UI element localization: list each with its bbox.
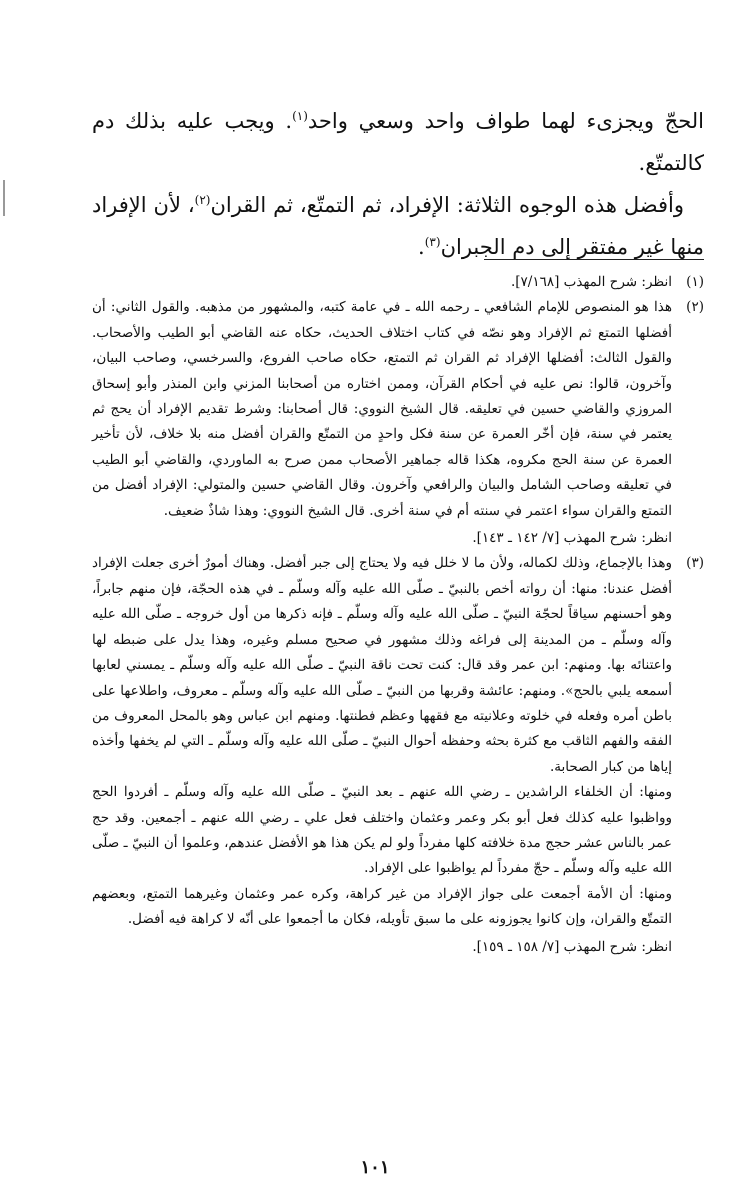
footnote-1 xyxy=(92,270,704,295)
footnote-ref-3[interactable]: (٣) xyxy=(424,235,441,249)
footnote-text: انظر: شرح المهذب [٧/١٦٨]. xyxy=(510,274,672,290)
footnote-source: انظر: شرح المهذب [٧/ ١٤٢ ـ ١٤٣]. xyxy=(472,530,672,547)
footnotes xyxy=(92,270,704,960)
footnote-separator xyxy=(484,259,704,260)
footnote-source: انظر: شرح المهذب [٧/ ١٥٨ ـ ١٥٩]. xyxy=(472,938,672,955)
main-text xyxy=(92,100,704,268)
footnote-3 xyxy=(92,551,704,960)
main-paragraph-2: وأفضل هذه الوجوه الثلاثة: الإفراد، ثم التمتّع، ثم القران$^{(٢)}$، لأن الإفراد منها غير مفتقر إلى دم الجبران$^{(٣)}$. xyxy=(92,193,704,259)
main-paragraph-1: الحجّ ويجزىء لهما طواف واحد وسعي واحد$^{(١)}$. ويجب عليه بذلك دم كالتمتّع. xyxy=(92,109,705,175)
footnote-2 xyxy=(92,295,704,551)
footnote-number: (١) xyxy=(686,274,704,290)
page-number: ١٠١ xyxy=(360,1157,390,1178)
footnote-number: (٢) xyxy=(686,299,704,316)
footnote-text: وهذا بالإجماع، وذلك لكماله، ولأن ما لا خلل فيه ولا يحتاج إلى جبر أفضل. وهناك أمورٌ أخرى جعلت الإفراد أفضل عندنا: منها: أن رواته أخص بالنبيّ ـ صلّى الله عليه وآله وسلّم ـ في هذه الحجّة، فإن منهم جابراً، وهو أحسنهم سياقاً لحجّة النبيّ ـ صلّى الله عليه وآله وسلّم ـ فإنه ذكرها من أول خروجه ـ صلّى الله عليه وآله وسلّم ـ من المدينة إلى فراغه وذلك مشهور في صحيح مسلم وغيره، وهذا يدل على ضبطه لها واعتنائه بها. ومنهم: ابن عمر وقد قال: كنت تحت ناقة النبيّ ـ صلّى الله عليه وآله وسلّم ـ يمسني لعابها أسمعه يلبي بالحج». ومنهم: عائشة وقربها من النبيّ ـ صلّى الله عليه وآله وسلّم ـ معروف، واطلاعها على باطن أمره وفعله في خلوته وعلانيته مع فقهها وعظم فطنتها. ومنهم ابن عباس وهو بالمحل المعروف من الفقه والفهم الثاقب مع كثرة بحثه وحفظه أحوال النبيّ ـ صلّى الله عليه وآله وسلّم ـ التي لم يخفها وأخذه إياها من كبار الصحابة. xyxy=(92,555,672,775)
scan-margin-mark xyxy=(3,180,5,216)
footnote-text: ومنها: أن الخلفاء الراشدين ـ رضي الله عنهم ـ بعد النبيّ ـ صلّى الله عليه وآله وسلّم ـ أفردوا الحج وواظبوا عليه كذلك فعل أبو بكر وعمر وعثمان واختلف فعل علي ـ رضي الله عنهم ـ أجمعين. وقد حج عمر بالناس عشر حجج مدة خلافته كلها مفرداً ولو لم يكن هذا هو الأفضل عندهم، وعلموا أن النبيّ ـ صلّى الله عليه وآله وسلّم ـ حجّ مفرداً لم يواظبوا على الإفراد. xyxy=(92,784,672,877)
footnote-number: (٣) xyxy=(686,555,704,572)
footnote-ref-2[interactable]: (٢) xyxy=(194,193,211,207)
footnote-text: ومنها: أن الأمة أجمعت على جواز الإفراد من غير كراهة، وكره عمر وعثمان وغيرهما التمتع، وبعضهم التمتّع والقران، وإن كانوا يجوزونه على ما سبق تأويله، فكان ما أجمعوا على أنّه لا كراهة فيه أفضل. xyxy=(92,885,672,928)
footnote-text: هذا هو المنصوص للإمام الشافعي ـ رحمه الله ـ في عامة كتبه، والمشهور من مذهبه. والقول الثاني: أن أفضلها التمتع ثم الإفراد وهو نصّه في كتاب اختلاف الحديث، حكاه عنه القاضي أبو الطيب والأصحاب. والقول الثالث: أفضلها الإفراد ثم القران ثم التمتع، حكاه صاحب الفروع، والسرخسي، وصاحب البيان، وآخرون، قالوا: نص عليه في أحكام القرآن، وممن اختاره من أصحابنا المزني وابن المنذر وأبو إسحاق المروزي والقاضي حسين في تعليقه. قال الشيخ النووي: قال أصحابنا: وشرط تقديم الإفراد أن يحج ثم يعتمر في سنة، فإن أخّر العمرة عن سنة فكل واحدٍ من التمتّع والقران أفضل منه بلا خلاف، لأن تأخير العمرة عن سنة الحج مكروه، هكذا قاله جماهير الأصحاب ممن صرح به الماوردي، والقاضي أبو الطيب في تعليقه وصاحب الشامل والبيان والرافعي وآخرون. وقال القاضي حسين والمتولي: الإفراد أفضل من التمتع والقران سواء اعتمر في سنته أم في سنة أخرى. قال الشيخ النووي: وهذا شاذٌ ضعيف. xyxy=(92,299,672,519)
footnote-ref-1[interactable]: (١) xyxy=(292,109,308,123)
